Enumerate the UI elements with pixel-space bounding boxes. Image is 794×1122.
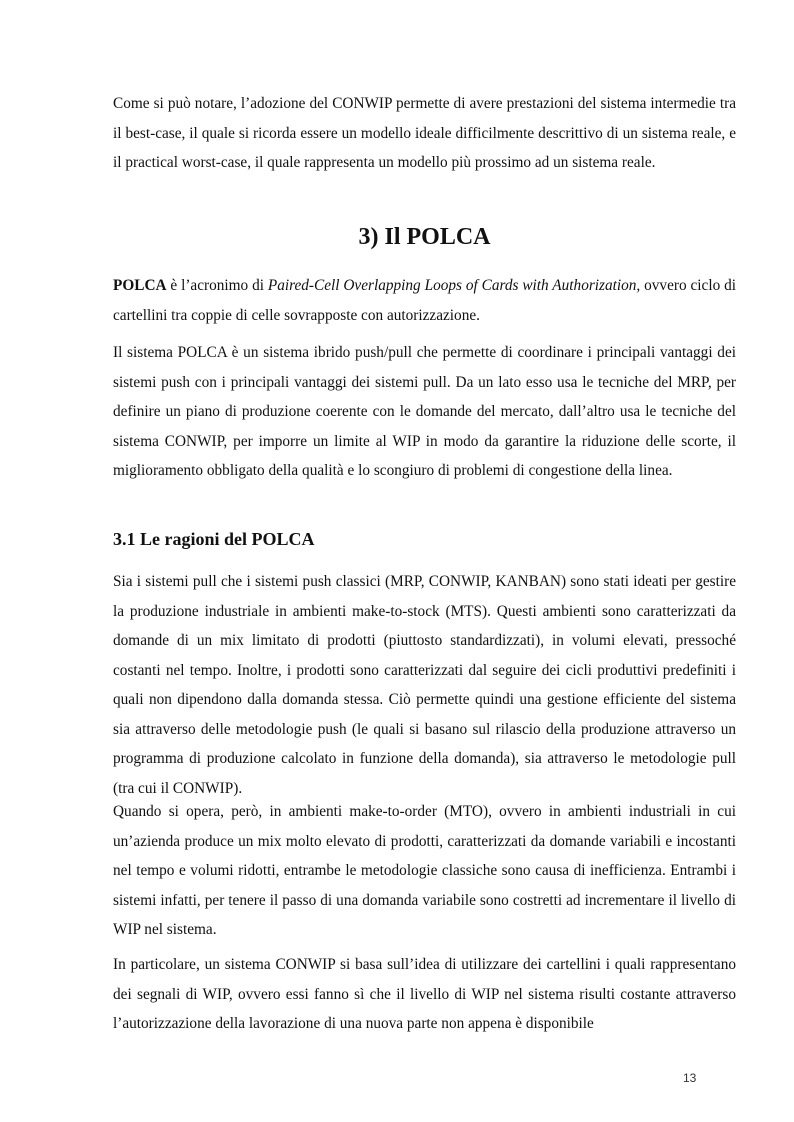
definition-rest: ovvero ciclo di cartellini tra coppie di celle sovrapposte con autorizzazione. — [113, 277, 736, 324]
reasons-paragraph: Sia i sistemi pull che i sistemi push classici (MRP, CONWIP, KANBAN) sono stati ideati per gestire la produzione industriale in ambienti make-to-stock (MTS). Questi ambienti sono caratterizzati da domande di un mix limitato di prodotti (piuttosto standardizzati), in volumi elevati, pressoché costanti nel tempo. Inoltre, i prodotti sono caratterizzati dal seguire dei cicli produttivi predefiniti i quali non dipendono dalla domanda stessa. Ciò permette quindi una gestione efficiente del sistema sia attraverso delle metodologie push (le quali si basano sul rilascio della produzione attraverso un programma di produzione calcolato in funzione della domanda), sia attraverso le metodologie pull (tra cui il CONWIP). — [113, 573, 736, 797]
page-number: 13 — [683, 1071, 697, 1085]
mto-paragraph: Quando si opera, però, in ambienti make-to-order (MTO), ovvero in ambienti industriali in cui un’azienda produce un mix molto elevato di prodotti, caratterizzati da domande variabili e incostanti nel tempo e volumi ridotti, entrambe le metodologie classiche sono causa di inefficienza. Entrambi i sistemi infatti, per tenere il passo di una domanda variabile sono costretti ad incrementare il livello di WIP nel sistema. — [113, 803, 736, 938]
polca-term: POLCA — [113, 277, 167, 294]
definition-connector: è l’acronimo di — [166, 277, 268, 294]
hybrid-paragraph: Il sistema POLCA è un sistema ibrido push/pull che permette di coordinare i principali vantaggi dei sistemi push con i principali vantaggi dei sistemi pull. Da un lato esso usa le tecniche del MRP, per definire un piano di produzione coerente con le domande del mercato, dall’altro usa le tecniche del sistema CONWIP, per imporre un limite al WIP in modo da garantire la riduzione delle scorte, il miglioramento obbligato della qualità e lo scongiuro di problemi di congestione della linea. — [113, 344, 736, 479]
intro-paragraph: Come si può notare, l’adozione del CONWIP permette di avere prestazioni del sistema intermedie tra il best-case, il quale si ricorda essere un modello ideale difficilmente descrittivo di un sistema reale, e il practical worst-case, il quale rappresenta un modello più prossimo ad un sistema reale. — [113, 95, 736, 171]
polca-expansion: Paired-Cell Overlapping Loops of Cards with Authorization, — [267, 277, 641, 294]
definition-paragraph — [113, 271, 736, 330]
conwip-paragraph: In particolare, un sistema CONWIP si basa sull’idea di utilizzare dei cartellini i quali rappresentano dei segnali di WIP, ovvero essi fanno sì che il livello di WIP nel sistema risulti costante attraverso l’autorizzazione della lavorazione di una nuova parte non appena è disponibile — [113, 956, 736, 1032]
section-title: 3) Il POLCA — [358, 224, 491, 250]
subsection-title: 3.1 Le ragioni del POLCA — [113, 529, 315, 549]
